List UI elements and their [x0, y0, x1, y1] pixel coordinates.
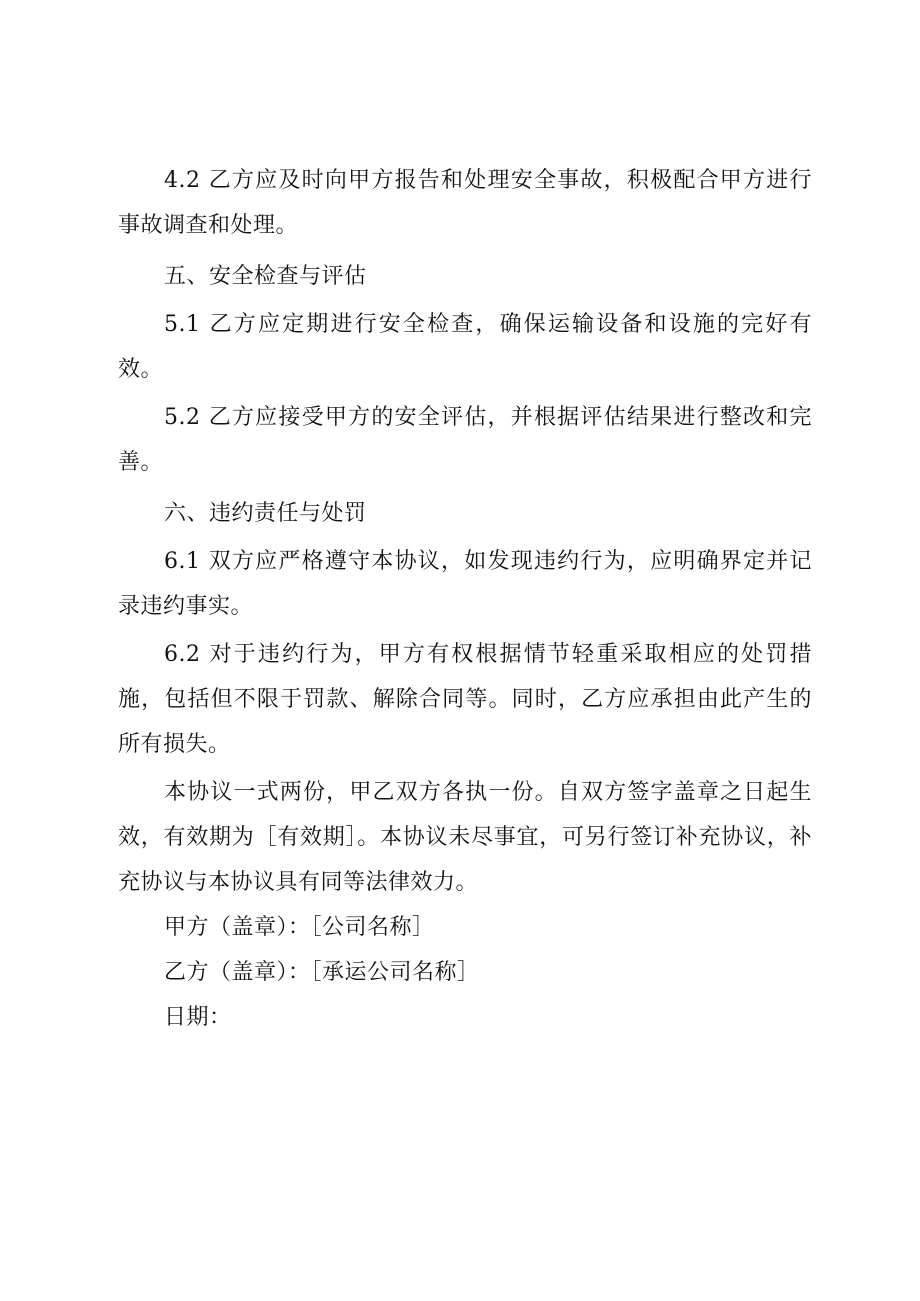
closing-paragraph: 本协议一式两份，甲乙双方各执一份。自双方签字盖章之日起生效，有效期为［有效期］。本协议未尽事宜，可另行签订补充协议，补充协议与本协议具有同等法律效力。 [118, 780, 812, 895]
signature-party-a: 甲方（盖章）：［公司名称］ [164, 915, 435, 940]
clause-5-1: 5.1 乙方应定期进行安全检查，确保运输设备和设施的完好有效。 [118, 312, 812, 382]
signature-party-b: 乙方（盖章）：［承运公司名称］ [164, 960, 480, 985]
clause-4-2: 4.2 乙方应及时向甲方报告和处理安全事故，积极配合甲方进行事故调查和处理。 [118, 168, 812, 238]
clause-5-2: 5.2 乙方应接受甲方的安全评估，并根据评估结果进行整改和完善。 [118, 405, 812, 475]
section-heading-6: 六、违约责任与处罚 [164, 501, 367, 526]
document-body [118, 158, 812, 1040]
section-heading-5: 五、安全检查与评估 [164, 264, 367, 289]
clause-6-2: 6.2 对于违约行为，甲方有权根据情节轻重采取相应的处罚措施，包括但不限于罚款、解除合同等。同时，乙方应承担由此产生的所有损失。 [118, 642, 812, 757]
signature-date: 日期： [164, 1005, 232, 1030]
clause-6-1: 6.1 双方应严格遵守本协议，如发现违约行为，应明确界定并记录违约事实。 [118, 549, 812, 619]
